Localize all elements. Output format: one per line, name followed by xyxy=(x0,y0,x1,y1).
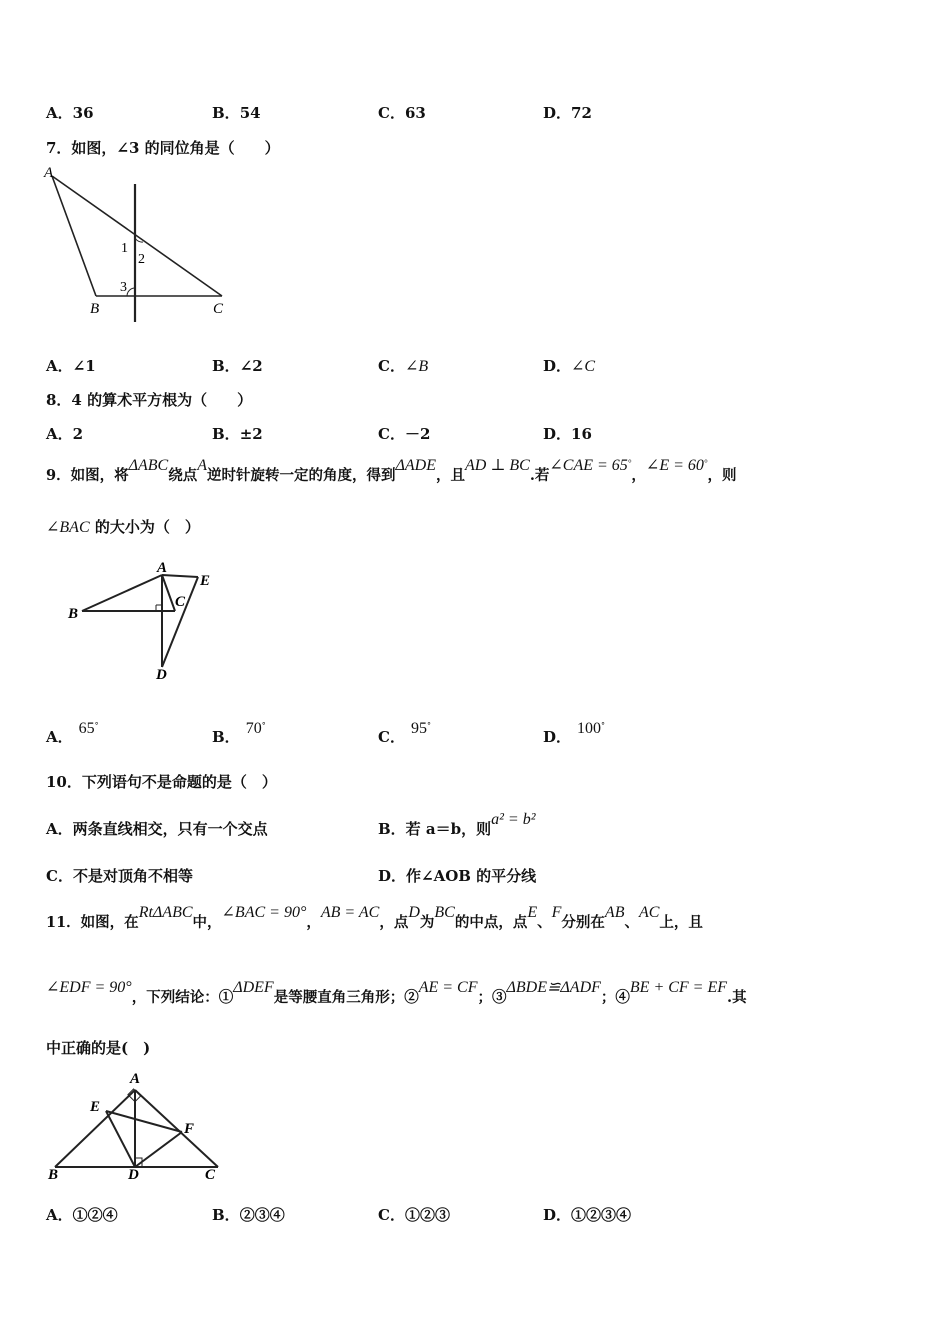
q7-figure xyxy=(40,162,240,327)
q11-stem-line1: 11．如图，在RtΔABC中，∠BAC = 90°，AB = AC，点D为BC的中点，点E、F分别在AB、AC上，且 xyxy=(46,904,703,931)
q7-label-a: A xyxy=(44,165,54,181)
q8-option-d: D．16 xyxy=(543,425,592,443)
q11-label-d: D xyxy=(128,1167,139,1183)
q7-stem: 7．如图，∠3 的同位角是（ ） xyxy=(46,139,280,157)
q7-label-3: 3 xyxy=(120,280,127,295)
q11-label-e: E xyxy=(90,1099,101,1115)
q11-stem-line2: ∠EDF = 90°，下列结论：①ΔDEF是等腰直角三角形；②AE = CF；③ΔBDE≌ΔADF；④BE + CF = EF.其 xyxy=(46,979,747,1006)
q11-option-c: C．①②③ xyxy=(378,1206,450,1224)
q11-label-c: C xyxy=(205,1167,216,1183)
q10-stem: 10．下列语句不是命题的是（ ） xyxy=(46,773,277,791)
q9-stem-line2: ∠BAC 的大小为（ ） xyxy=(46,518,200,536)
q9-label-e: E xyxy=(200,573,211,589)
q11-figure xyxy=(40,1066,230,1186)
q6-option-c: C．63 xyxy=(378,104,426,122)
q11-option-b: B．②③④ xyxy=(212,1206,285,1224)
q9-figure xyxy=(60,555,230,685)
q8-option-b: B．±2 xyxy=(212,425,263,443)
q7-label-b: B xyxy=(90,301,100,317)
q11-option-d: D．①②③④ xyxy=(543,1206,632,1224)
q9-label-a: A xyxy=(157,560,168,576)
q11-stem-line3: 中正确的是( ) xyxy=(46,1039,151,1057)
q6-option-b: B．54 xyxy=(212,104,261,122)
q9-label-c: C xyxy=(175,594,186,610)
q11-label-f: F xyxy=(184,1121,195,1137)
q9-option-b: B． 70° xyxy=(212,720,266,746)
q7-label-2: 2 xyxy=(138,252,145,267)
q8-option-c: C．－2 xyxy=(378,425,431,443)
q11-option-a: A．①②④ xyxy=(46,1206,118,1224)
q9-option-c: C． 95° xyxy=(378,720,431,746)
q10-option-c: C．不是对顶角不相等 xyxy=(46,867,193,885)
q9-label-b: B xyxy=(68,606,79,622)
q7-option-c: C．∠B xyxy=(378,357,429,375)
q11-label-b: B xyxy=(48,1167,59,1183)
q10-option-b: B．若 a＝b，则a² = b² xyxy=(378,811,536,838)
q9-stem-line1: 9．如图，将ΔABC绕点A逆时针旋转一定的角度，得到ΔADE，且AD ⊥ BC.若∠CAE = 65°，∠E = 60°，则 xyxy=(46,457,737,484)
q7-label-1: 1 xyxy=(121,241,128,256)
q6-option-a: A．36 xyxy=(46,104,94,122)
q7-option-b: B．∠2 xyxy=(212,357,263,375)
q6-option-d: D．72 xyxy=(543,104,592,122)
q8-option-a: A．2 xyxy=(46,425,84,443)
q7-option-a: A．∠1 xyxy=(46,357,96,375)
q10-option-d: D．作∠AOB 的平分线 xyxy=(378,867,537,885)
q9-option-d: D． 100° xyxy=(543,720,606,746)
q7-option-d: D．∠C xyxy=(543,357,596,375)
q7-label-c: C xyxy=(213,301,224,317)
q11-label-a: A xyxy=(130,1071,141,1087)
q9-option-a: A． 65° xyxy=(46,720,99,746)
q9-label-d: D xyxy=(156,667,167,683)
q8-stem: 8．4 的算术平方根为（ ） xyxy=(46,391,253,409)
q10-option-a: A．两条直线相交，只有一个交点 xyxy=(46,820,268,838)
